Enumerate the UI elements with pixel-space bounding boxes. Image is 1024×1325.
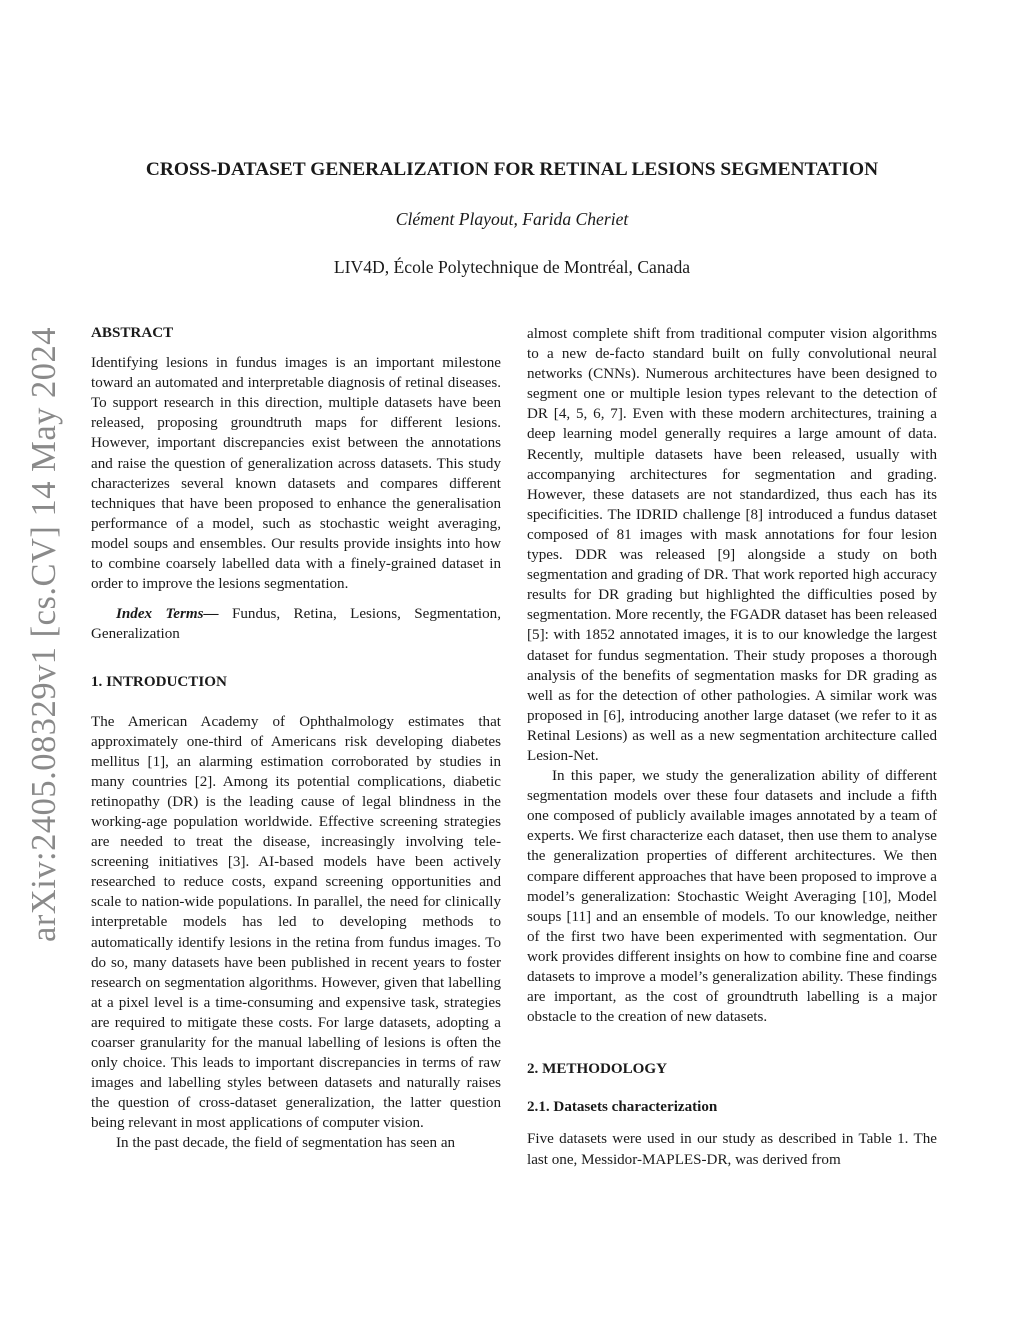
abstract-heading: ABSTRACT [91, 325, 174, 341]
methodology-paragraph-1: Five datasets were used in our study as described in Table 1. The last one, Messidor-MAPLES-DR, was derived from [527, 1131, 937, 1168]
index-terms-text: Fundus, Retina, Lesions, Segmentation, Generalization [91, 606, 501, 643]
paper-affiliation: LIV4D, École Polytechnique de Montréal, Canada [333, 257, 691, 277]
index-terms-label: Index Terms— [116, 606, 219, 623]
abstract-text: Identifying lesions in fundus images is an important milestone toward an automated and interpretable diagnosis of retinal diseases. To support research in this direction, multiple datasets have been released, proposing groundtruth maps for different lesions. However, important discrepancies exist between the annotations and raise the question of generalization across datasets. This study characterizes several known datasets and compares different techniques that have been proposed to enhance the generalisation performance of a model, such as stochastic weight averaging, model soups and ensembles. Our results provide insights into how to combine coarsely labelled data with a finely-grained dataset in order to improve the lesions segmentation. [91, 355, 501, 593]
arxiv-identifier: arXiv:2405.08329v1 [cs.CV] 14 May 2024 [25, 326, 63, 942]
datasets-subheading: 2.1. Datasets characterization [527, 1099, 718, 1116]
introduction-paragraph-2: In the past decade, the field of segmentation has seen an [116, 1135, 456, 1152]
right-column [527, 324, 937, 1170]
left-column [91, 323, 501, 1154]
paper-authors: Clément Playout, Farida Cheriet [395, 209, 629, 229]
methodology-heading: 2. METHODOLOGY [527, 1061, 668, 1078]
introduction-paragraph-3: In this paper, we study the generalization ability of different segmentation models over these four datasets and include a fifth one composed of publicly available images annotated by a team of experts. We first characterize each dataset, then use them to analyse the generalization properties of different architectures. We then compare different approaches that have been proposed to improve a model’s generalization: Stochastic Weight Averaging [10], Model soups [11] and an ensemble of models. To our knowledge, neither of the first two have been experimented with segmentation. Our work provides different insights on how to combine fine and coarse datasets to improve a model’s generalization ability. These findings are important, as the cost of groundtruth labelling is a major obstacle to the creation of new datasets. [527, 768, 937, 1026]
paper-title: CROSS-DATASET GENERALIZATION FOR RETINAL LESIONS SEGMENTATION [145, 159, 879, 180]
introduction-paragraph-2-tail: almost complete shift from traditional computer vision algorithms to a new de-facto standard built on fully convolutional neural networks (CNNs). Numerous architectures have been designed to segment one or multiple lesion types relevant to the detection of DR [4, 5, 6, 7]. Even with these modern architectures, training a deep learning model generally requires a large amount of data. Recently, multiple datasets have been released, usually with accompanying architectures for segmentation and grading. However, these datasets are not standardized, thus each has its specificities. The IDRID challenge [8] introduced a fundus dataset composed of 81 images with mask annotations for four lesion types. DDR was released [9] alongside a study on both segmentation and grading of DR. That work reported high accuracy results for DR grading but highlighted the difficulties posed by segmentation. More recently, the FGADR dataset has been released [5]: with 1852 annotated images, it is to our knowledge the largest dataset for fundus segmentation. Their study proposes a thorough analysis of the benefits of segmentation masks for DR grading as well as for the detection of other pathologies. A similar work was proposed in [6], introducing another large dataset (we refer to it as Retinal Lesions) as well as a new segmentation architecture called Lesion-Net. [527, 326, 937, 764]
introduction-heading: 1. INTRODUCTION [91, 674, 227, 691]
index-terms [91, 604, 501, 644]
introduction-paragraph-1: The American Academy of Ophthalmology estimates that approximately one-third of Americans risk developing diabetes mellitus [1], an alarming estimation corroborated by studies in many countries [2]. Among its potential complications, diabetic retinopathy (DR) is the leading cause of legal blindness in the working-age population worldwide. Effective screening strategies are needed to treat the disease, increasingly involving tele-screening initiatives [3]. AI-based models have been actively researched to reduce costs, expand screening opportunities and scale to nation-wide populations. In parallel, the need for clinically interpretable models has led to developing methods to automatically identify lesions in the retina from fundus images. To do so, many datasets have been published in recent years to foster research on segmentation algorithms. However, given that labelling at a pixel level is a time-consuming and expensive task, strategies are required to mitigate these costs. For large datasets, adopting a coarser granularity for the manual labelling of lesions is often the only choice. This leads to important discrepancies in terms of raw images and labelling styles between datasets and naturally raises the question of cross-dataset generalization, the latter question being relevant in most applications of computer vision. [91, 713, 501, 1132]
